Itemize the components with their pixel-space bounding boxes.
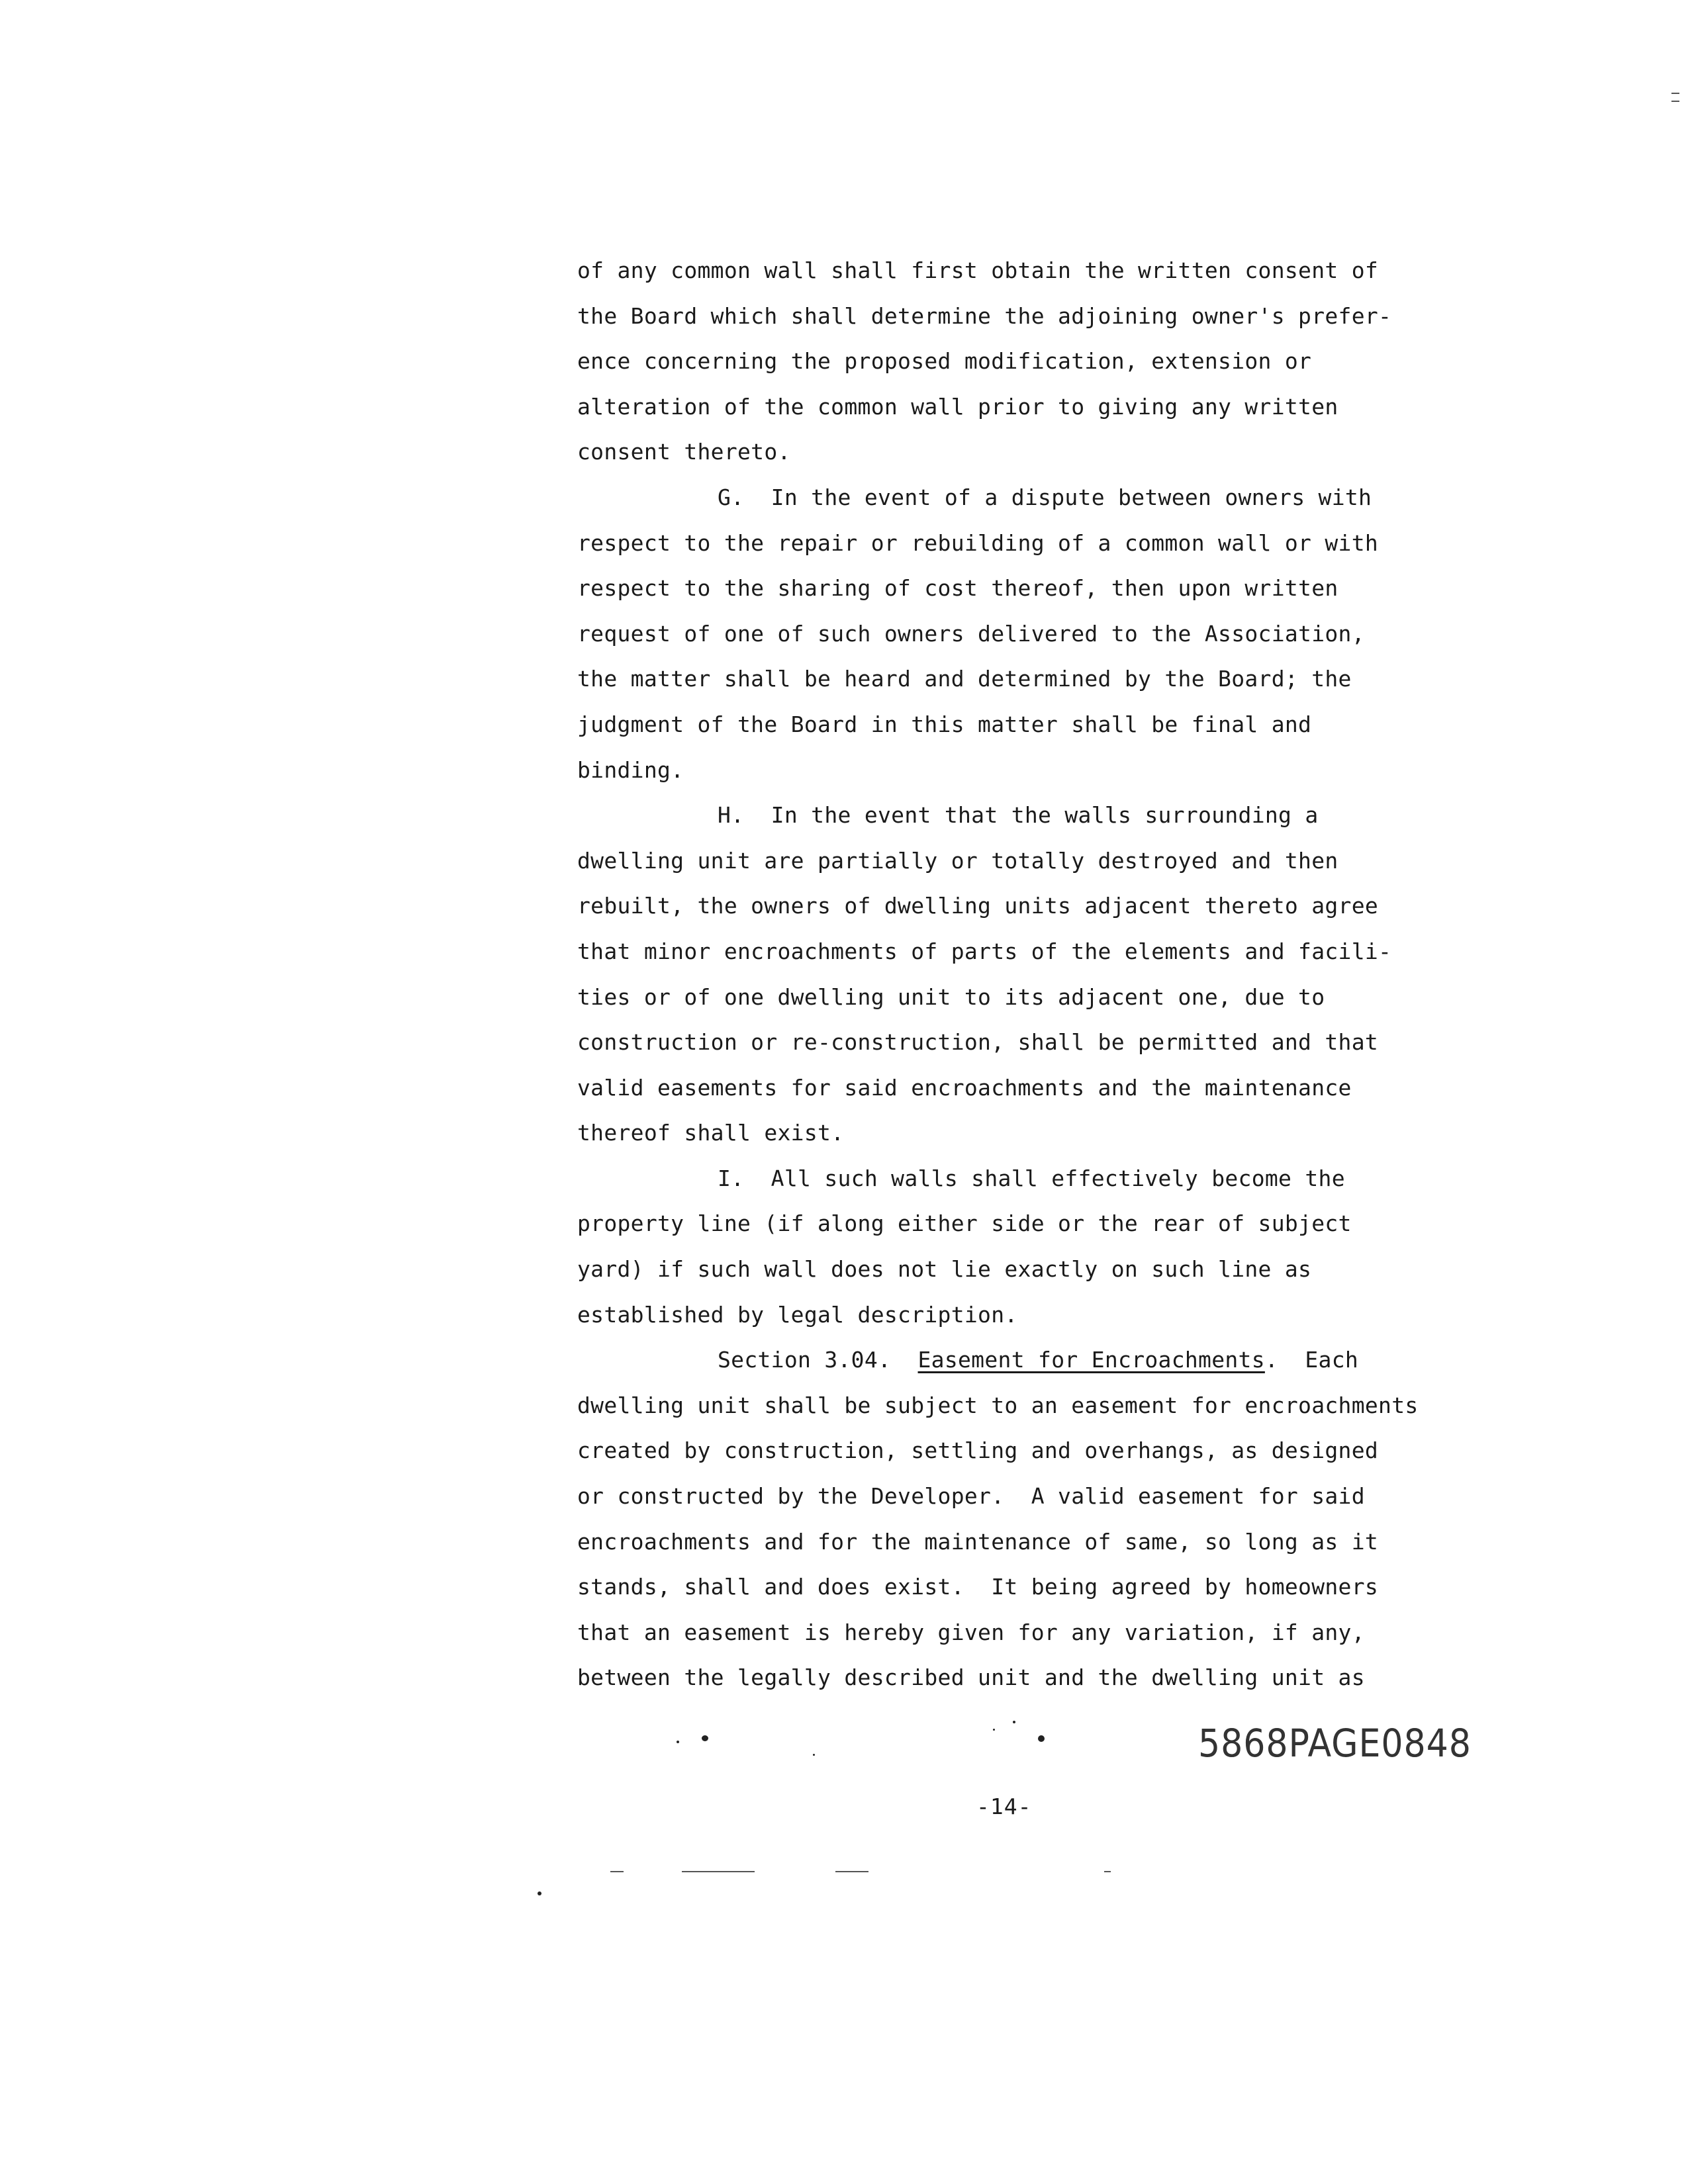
scan-dash <box>610 1871 624 1872</box>
scan-speck <box>1013 1721 1015 1723</box>
scan-dash <box>1671 101 1679 102</box>
text-line: established by legal description. <box>577 1301 1018 1328</box>
text-line: alteration of the common wall prior to giving any written <box>577 393 1338 420</box>
text-line: consent thereto. <box>577 439 791 465</box>
text-line: dwelling unit shall be subject to an easement for encroachments <box>577 1392 1419 1418</box>
paragraph-h-start: H. In the event that the walls surrounding a <box>718 802 1319 829</box>
text-line: that minor encroachments of parts of the elements and facili- <box>577 938 1392 964</box>
paragraph-i-start: I. All such walls shall effectively become the <box>718 1165 1345 1191</box>
text-line: yard) if such wall does not lie exactly on such line as <box>577 1256 1312 1283</box>
scan-speck <box>1038 1735 1045 1742</box>
scan-dash <box>682 1871 755 1872</box>
scan-speck <box>677 1741 679 1743</box>
scan-speck <box>993 1729 995 1731</box>
page-number: -14- <box>976 1794 1032 1819</box>
text-line: construction or re-construction, shall be permitted and that <box>577 1029 1379 1056</box>
book-page-stamp: 5868PAGE0848 <box>1198 1721 1472 1766</box>
section-title: Easement for Encroachments <box>917 1347 1265 1373</box>
text-line: thereof shall exist. <box>577 1120 845 1146</box>
text-line: property line (if along either side or the rear of subject <box>577 1210 1352 1237</box>
scan-dash <box>835 1871 868 1872</box>
text-line: of any common wall shall first obtain the written consent of <box>577 257 1379 283</box>
section-number: Section 3.04. <box>718 1347 918 1373</box>
text-line: dwelling unit are partially or totally destroyed and then <box>577 847 1338 874</box>
body-text <box>577 248 1464 1701</box>
text-line: between the legally described unit and the dwelling unit as <box>577 1664 1365 1691</box>
text-line: created by construction, settling and overhangs, as designed <box>577 1437 1379 1464</box>
text-line: rebuilt, the owners of dwelling units adjacent thereto agree <box>577 893 1379 919</box>
text-line: ties or of one dwelling unit to its adjacent one, due to <box>577 983 1325 1010</box>
text-line: encroachments and for the maintenance of same, so long as it <box>577 1528 1379 1555</box>
text-line: valid easements for said encroachments and the maintenance <box>577 1074 1352 1101</box>
section-heading <box>577 1338 1464 1383</box>
text-line: binding. <box>577 756 684 783</box>
text-line: or constructed by the Developer. A valid easement for said <box>577 1483 1365 1510</box>
scan-speck <box>702 1735 708 1741</box>
text-line: the Board which shall determine the adjoining owner's prefer- <box>577 302 1392 329</box>
text-line: the matter shall be heard and determined by the Board; the <box>577 666 1352 692</box>
scan-dash <box>1671 93 1679 94</box>
text-line: respect to the repair or rebuilding of a common wall or with <box>577 529 1379 556</box>
text-line: judgment of the Board in this matter shall be final and <box>577 711 1312 737</box>
text-line: respect to the sharing of cost thereof, then upon written <box>577 575 1338 602</box>
paragraph-g-start: G. In the event of a dispute between owners with <box>718 484 1372 510</box>
scan-dash <box>1104 1871 1111 1872</box>
section-heading-suffix: . Each <box>1264 1347 1359 1373</box>
scan-speck <box>813 1754 815 1756</box>
text-line: ence concerning the proposed modification, extension or <box>577 348 1312 375</box>
text-line: stands, shall and does exist. It being agreed by homeowners <box>577 1574 1379 1600</box>
text-line: request of one of such owners delivered to the Association, <box>577 620 1365 647</box>
scan-speck <box>538 1891 541 1895</box>
text-line: that an easement is hereby given for any variation, if any, <box>577 1619 1365 1645</box>
